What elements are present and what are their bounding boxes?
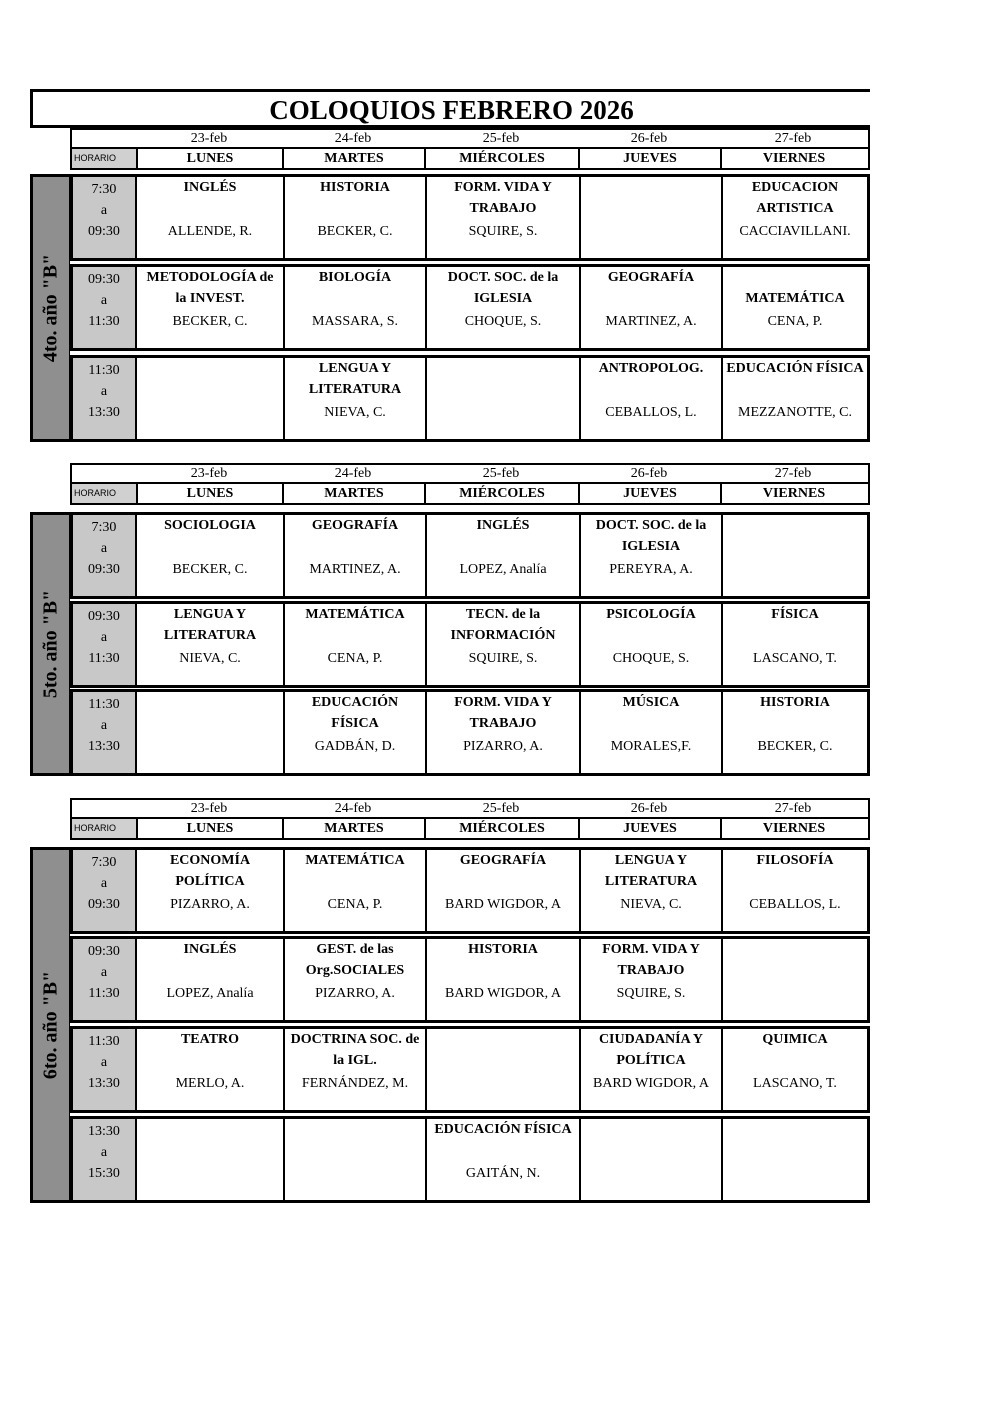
exam-slot xyxy=(721,267,867,348)
date-label: 25-feb xyxy=(482,131,520,146)
day-label: MIÉRCOLES xyxy=(424,484,578,503)
time-text: 09:30 xyxy=(88,562,120,577)
subject-name: TECN. de la INFORMACIÓN xyxy=(450,607,556,643)
teacher-name: CACCIAVILLANI. xyxy=(739,224,851,239)
subject-name: TEATRO xyxy=(180,1032,240,1047)
subject-name: INGLÉS xyxy=(476,518,530,533)
exam-slot xyxy=(721,1119,867,1200)
day-label: MARTES xyxy=(282,819,424,838)
date-label: 27-feb xyxy=(774,131,812,146)
time-text: 13:30 xyxy=(88,1076,120,1091)
exam-slot xyxy=(137,692,283,773)
subject-name: SOCIOLOGIA xyxy=(164,518,256,533)
teacher-name: BECKER, C. xyxy=(172,562,248,577)
teacher-name: MARTINEZ, A. xyxy=(605,314,697,329)
days-row xyxy=(70,818,870,840)
exam-slot xyxy=(721,939,867,1020)
teacher-name: BECKER, C. xyxy=(172,314,248,329)
teacher-name: CENA, P. xyxy=(767,314,823,329)
exam-slot xyxy=(579,177,721,258)
subject-name: PSICOLOGÍA xyxy=(606,607,696,622)
subject-name: METODOLOGÍA de la INVEST. xyxy=(146,270,274,306)
time-text: a xyxy=(100,293,108,308)
section-header xyxy=(70,128,870,170)
time-text: a xyxy=(100,203,108,218)
subject-name: DOCT. SOC. de la IGLESIA xyxy=(447,270,559,306)
time-range xyxy=(73,358,137,439)
time-text: 11:30 xyxy=(88,651,120,666)
day-label: VIERNES xyxy=(720,819,866,838)
exam-slot xyxy=(283,267,425,348)
subject-name: EDUCACION ARTISTICA xyxy=(751,180,839,216)
teacher-name: LASCANO, T. xyxy=(753,1076,837,1091)
exam-slot xyxy=(283,1029,425,1110)
time-block xyxy=(70,1116,870,1203)
subject-name: MÚSICA xyxy=(622,695,680,710)
page-title: COLOQUIOS FEBRERO 2026 xyxy=(269,95,634,125)
subject-name: DOCTRINA SOC. de la IGL. xyxy=(290,1032,420,1068)
subject-name: GEST. de las Org.SOCIALES xyxy=(305,942,405,978)
exam-slot xyxy=(425,692,579,773)
exam-slot xyxy=(137,515,283,596)
time-text: 09:30 xyxy=(88,897,120,912)
subject-name: EDUCACIÓN FÍSICA xyxy=(726,361,864,376)
time-range xyxy=(73,1119,137,1200)
exam-slot xyxy=(579,850,721,931)
time-block xyxy=(70,601,870,688)
exam-slot xyxy=(579,939,721,1020)
time-block xyxy=(70,512,870,599)
time-text: a xyxy=(100,965,108,980)
day-label: VIERNES xyxy=(720,149,866,168)
time-block xyxy=(70,264,870,351)
year-label-bar xyxy=(30,847,70,1203)
exam-slot xyxy=(579,1119,721,1200)
exam-slot xyxy=(579,1029,721,1110)
day-label: JUEVES xyxy=(578,149,720,168)
exam-slot xyxy=(721,850,867,931)
teacher-name: LASCANO, T. xyxy=(753,651,837,666)
subject-name: INGLÉS xyxy=(183,942,237,957)
days-row xyxy=(70,148,870,170)
exam-slot xyxy=(283,515,425,596)
subject-name: MATEMÁTICA xyxy=(745,291,845,306)
time-text: 7:30 xyxy=(91,855,117,870)
teacher-name: SQUIRE, S. xyxy=(616,986,686,1001)
subject-name: ANTROPOLOG. xyxy=(598,361,704,376)
time-text: 15:30 xyxy=(88,1166,120,1181)
exam-slot xyxy=(721,1029,867,1110)
exam-slot xyxy=(579,692,721,773)
teacher-name: PIZARRO, A. xyxy=(315,986,395,1001)
time-text: 09:30 xyxy=(88,944,120,959)
time-text: a xyxy=(100,541,108,556)
time-text: a xyxy=(100,384,108,399)
subject-name: HISTORIA xyxy=(468,942,538,957)
year-label: 5to. año "B" xyxy=(39,589,62,699)
teacher-name: NIEVA, C. xyxy=(324,405,386,420)
time-text: 11:30 xyxy=(88,314,120,329)
teacher-name: CENA, P. xyxy=(327,897,383,912)
subject-name: ECONOMÍA POLÍTICA xyxy=(169,853,251,889)
time-text: 09:30 xyxy=(88,272,120,287)
subject-name: GEOGRAFÍA xyxy=(459,853,547,868)
horario-label: HORARIO xyxy=(72,819,138,838)
exam-slot xyxy=(137,177,283,258)
year-label: 6to. año "B" xyxy=(39,970,62,1080)
exam-slot xyxy=(283,358,425,439)
date-label: 26-feb xyxy=(630,466,668,481)
day-label: VIERNES xyxy=(720,484,866,503)
teacher-name: PIZARRO, A. xyxy=(170,897,250,912)
exam-slot xyxy=(425,604,579,685)
subject-name: FÍSICA xyxy=(771,607,819,622)
subject-name: MATEMÁTICA xyxy=(305,607,405,622)
date-label: 27-feb xyxy=(774,466,812,481)
day-label: MARTES xyxy=(282,484,424,503)
exam-slot xyxy=(137,1119,283,1200)
teacher-name: PIZARRO, A. xyxy=(463,739,543,754)
time-range xyxy=(73,1029,137,1110)
subject-name: FORM. VIDA Y TRABAJO xyxy=(454,180,552,216)
horario-label: HORARIO xyxy=(72,149,138,168)
date-label: 24-feb xyxy=(334,466,372,481)
time-text: a xyxy=(100,630,108,645)
time-range xyxy=(73,604,137,685)
teacher-name: MERLO, A. xyxy=(175,1076,245,1091)
subject-name: FILOSOFÍA xyxy=(756,853,834,868)
teacher-name: MARTINEZ, A. xyxy=(309,562,401,577)
time-text: 13:30 xyxy=(88,739,120,754)
exam-slot xyxy=(283,604,425,685)
time-text: 7:30 xyxy=(91,520,117,535)
teacher-name: SQUIRE, S. xyxy=(468,224,538,239)
time-text: 11:30 xyxy=(88,697,120,712)
section-header xyxy=(70,798,870,840)
subject-name: BIOLOGÍA xyxy=(318,270,392,285)
teacher-name: LOPEZ, Analía xyxy=(166,986,254,1001)
subject-name: MATEMÁTICA xyxy=(305,853,405,868)
exam-slot xyxy=(137,850,283,931)
exam-slot xyxy=(137,604,283,685)
date-label: 23-feb xyxy=(190,131,228,146)
teacher-name: BARD WIGDOR, A xyxy=(592,1076,710,1091)
exam-slot xyxy=(137,358,283,439)
teacher-name: BECKER, C. xyxy=(317,224,393,239)
exam-slot xyxy=(721,177,867,258)
days-row xyxy=(70,483,870,505)
time-text: 11:30 xyxy=(88,1034,120,1049)
time-text: 13:30 xyxy=(88,405,120,420)
date-label: 24-feb xyxy=(334,131,372,146)
exam-slot xyxy=(283,692,425,773)
teacher-name: MORALES,F. xyxy=(610,739,692,754)
subject-name: LENGUA Y LITERATURA xyxy=(308,361,402,397)
title-box xyxy=(30,89,870,128)
subject-name: FORM. VIDA Y TRABAJO xyxy=(454,695,552,731)
exam-slot xyxy=(137,939,283,1020)
date-label: 27-feb xyxy=(774,801,812,816)
time-text: 11:30 xyxy=(88,986,120,1001)
day-label: JUEVES xyxy=(578,819,720,838)
subject-name: GEOGRAFÍA xyxy=(311,518,399,533)
day-label: MARTES xyxy=(282,149,424,168)
dates-row xyxy=(70,128,870,148)
year-label: 4to. año "B" xyxy=(39,253,62,363)
time-range xyxy=(73,850,137,931)
exam-slot xyxy=(283,850,425,931)
teacher-name: SQUIRE, S. xyxy=(468,651,538,666)
teacher-name: GAITÁN, N. xyxy=(465,1166,541,1181)
exam-slot xyxy=(721,604,867,685)
time-block xyxy=(70,689,870,776)
time-text: a xyxy=(100,876,108,891)
teacher-name: CEBALLOS, L. xyxy=(605,405,697,420)
exam-slot xyxy=(721,358,867,439)
teacher-name: FERNÁNDEZ, M. xyxy=(301,1076,409,1091)
date-label: 26-feb xyxy=(630,801,668,816)
horario-label: HORARIO xyxy=(72,484,138,503)
exam-slot xyxy=(283,1119,425,1200)
date-label: 23-feb xyxy=(190,466,228,481)
subject-name: INGLÉS xyxy=(183,180,237,195)
teacher-name: CEBALLOS, L. xyxy=(749,897,841,912)
exam-slot xyxy=(283,177,425,258)
date-label: 26-feb xyxy=(630,131,668,146)
subject-name: FORM. VIDA Y TRABAJO xyxy=(602,942,700,978)
subject-name: DOCT. SOC. de la IGLESIA xyxy=(595,518,707,554)
teacher-name: CENA, P. xyxy=(327,651,383,666)
exam-slot xyxy=(425,358,579,439)
teacher-name: CHOQUE, S. xyxy=(464,314,542,329)
subject-name: LENGUA Y LITERATURA xyxy=(604,853,698,889)
time-range xyxy=(73,515,137,596)
exam-slot xyxy=(579,267,721,348)
time-text: 11:30 xyxy=(88,363,120,378)
time-range xyxy=(73,177,137,258)
time-block xyxy=(70,936,870,1023)
time-block xyxy=(70,174,870,261)
date-label: 25-feb xyxy=(482,801,520,816)
exam-slot xyxy=(579,358,721,439)
subject-name: HISTORIA xyxy=(760,695,830,710)
time-text: a xyxy=(100,718,108,733)
exam-slot xyxy=(137,1029,283,1110)
time-range xyxy=(73,939,137,1020)
subject-name: LENGUA Y LITERATURA xyxy=(163,607,257,643)
time-block xyxy=(70,847,870,934)
time-block xyxy=(70,355,870,442)
day-label: JUEVES xyxy=(578,484,720,503)
teacher-name: BARD WIGDOR, A xyxy=(444,986,562,1001)
teacher-name: NIEVA, C. xyxy=(620,897,682,912)
teacher-name: MASSARA, S. xyxy=(312,314,398,329)
exam-slot xyxy=(425,939,579,1020)
time-text: 7:30 xyxy=(91,182,117,197)
exam-slot xyxy=(425,1029,579,1110)
teacher-name: PEREYRA, A. xyxy=(609,562,693,577)
time-text: 13:30 xyxy=(88,1124,120,1139)
exam-slot xyxy=(579,604,721,685)
subject-name: QUIMICA xyxy=(762,1032,828,1047)
exam-slot xyxy=(425,1119,579,1200)
teacher-name: GADBÁN, D. xyxy=(314,739,396,754)
dates-row xyxy=(70,798,870,818)
exam-slot xyxy=(721,515,867,596)
time-range xyxy=(73,267,137,348)
day-label: LUNES xyxy=(136,819,282,838)
subject-name: EDUCACIÓN FÍSICA xyxy=(434,1122,572,1137)
date-label: 25-feb xyxy=(482,466,520,481)
section-header xyxy=(70,463,870,505)
date-label: 24-feb xyxy=(334,801,372,816)
subject-name: HISTORIA xyxy=(320,180,390,195)
year-label-bar xyxy=(30,512,70,776)
day-label: LUNES xyxy=(136,484,282,503)
exam-slot xyxy=(425,267,579,348)
day-label: MIÉRCOLES xyxy=(424,819,578,838)
teacher-name: BARD WIGDOR, A xyxy=(444,897,562,912)
time-block xyxy=(70,1026,870,1113)
time-text: 09:30 xyxy=(88,609,120,624)
time-range xyxy=(73,692,137,773)
time-text: a xyxy=(100,1145,108,1160)
dates-row xyxy=(70,463,870,483)
teacher-name: BECKER, C. xyxy=(757,739,833,754)
time-text: 09:30 xyxy=(88,224,120,239)
subject-name: EDUCACIÓN FÍSICA xyxy=(311,695,399,731)
exam-slot xyxy=(283,939,425,1020)
subject-name: GEOGRAFÍA xyxy=(607,270,695,285)
exam-slot xyxy=(425,850,579,931)
year-label-bar xyxy=(30,174,70,442)
exam-slot xyxy=(425,177,579,258)
exam-slot xyxy=(425,515,579,596)
exam-slot xyxy=(721,692,867,773)
teacher-name: LOPEZ, Analía xyxy=(459,562,547,577)
subject-name: CIUDADANÍA Y POLÍTICA xyxy=(598,1032,704,1068)
time-text: a xyxy=(100,1055,108,1070)
teacher-name: MEZZANOTTE, C. xyxy=(738,405,852,420)
day-label: MIÉRCOLES xyxy=(424,149,578,168)
exam-slot xyxy=(137,267,283,348)
day-label: LUNES xyxy=(136,149,282,168)
teacher-name: CHOQUE, S. xyxy=(612,651,690,666)
teacher-name: NIEVA, C. xyxy=(179,651,241,666)
exam-slot xyxy=(579,515,721,596)
teacher-name: ALLENDE, R. xyxy=(167,224,253,239)
date-label: 23-feb xyxy=(190,801,228,816)
